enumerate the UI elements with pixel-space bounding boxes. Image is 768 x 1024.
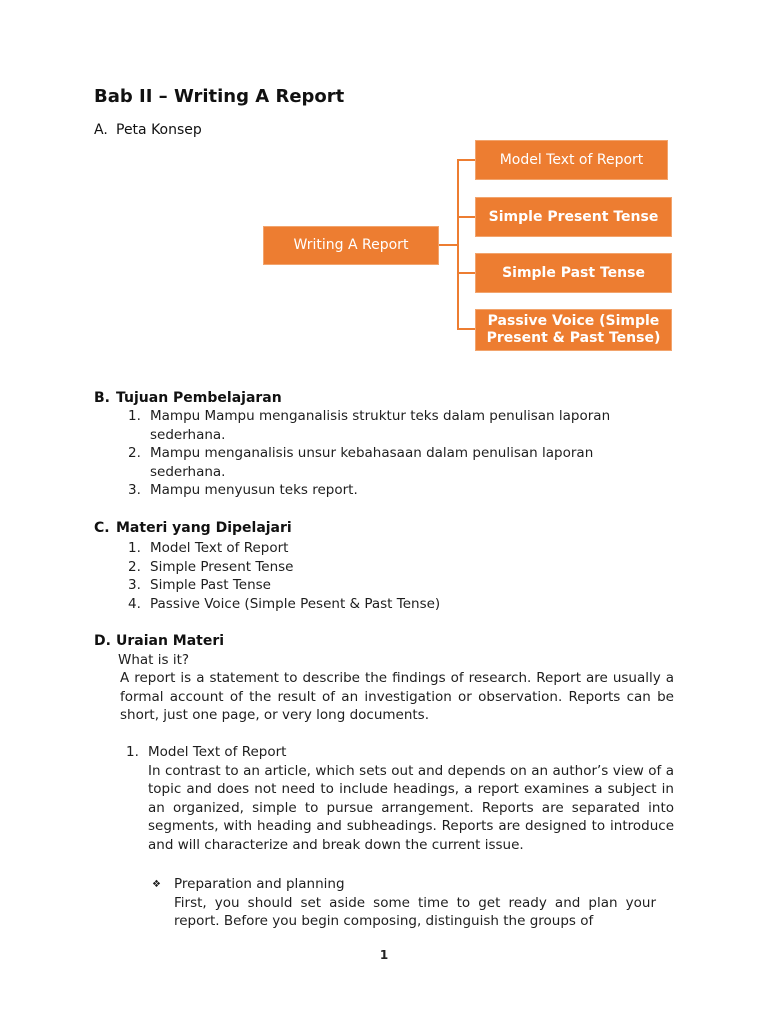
list-item: 4. Passive Voice (Simple Pesent & Past Tense) <box>128 595 441 612</box>
list-item: 2. Simple Present Tense <box>128 558 294 575</box>
section-b-heading: B. Tujuan Pembelajaran <box>94 390 282 406</box>
connector-root <box>439 244 458 246</box>
connector-trunk <box>457 159 459 330</box>
bullet-paragraph: First, you should set aside some time to get ready and plan your report. Before you begin composing, distinguish the groups of <box>174 894 656 930</box>
intro-paragraph: A report is a statement to describe the findings of research. Report are usually a formal account of the result of an investigation or observation. Reports can be short, just one page, or very long documents. <box>120 670 674 724</box>
subsection-1-paragraph: In contrast to an article, which sets out and depends on an author’s view of a topic and does not need to include headings, a report examines a subject in an organized, simple to pursue arrangement. Reports are separated into segments, with heading and subheadings. Reports are designed to introduce and will characterize and break down the current issue. <box>148 762 674 853</box>
section-d-heading: D. Uraian Materi <box>94 633 225 649</box>
subsection-1-heading: 1. Model Text of Report <box>126 744 287 760</box>
page-number: 1 <box>379 948 389 962</box>
bullet-preparation <box>152 875 656 931</box>
objectives-list <box>128 407 638 500</box>
question-text: What is it? <box>118 652 190 668</box>
section-c-heading: C. Materi yang Dipelajari <box>94 520 292 536</box>
page-title: Bab II – Writing A Report <box>94 86 345 107</box>
connector-4 <box>457 328 475 330</box>
section-a-heading: A. Peta Konsep <box>94 122 202 138</box>
list-item: 2. Mampu menganalisis unsur kebahasaan dalam penulisan laporan sederhana. <box>128 445 594 480</box>
connector-1 <box>457 159 475 161</box>
concept-child-2: Simple Present Tense <box>475 197 672 237</box>
list-item: 3. Mampu menyusun teks report. <box>128 482 358 499</box>
bullet-heading: ❖ Preparation and planning <box>152 875 656 894</box>
connector-3 <box>457 272 475 274</box>
list-item: 3. Simple Past Tense <box>128 577 271 594</box>
concept-child-3: Simple Past Tense <box>475 253 672 293</box>
concept-child-1: Model Text of Report <box>475 140 668 180</box>
connector-2 <box>457 216 475 218</box>
materials-list <box>128 539 638 613</box>
concept-root-box: Writing A Report <box>263 226 439 265</box>
subsection-1 <box>126 743 674 855</box>
concept-child-4: Passive Voice (Simple Present & Past Tense) <box>475 309 672 351</box>
list-item: 1. Model Text of Report <box>128 540 289 556</box>
diamond-bullet-icon: ❖ <box>152 879 161 890</box>
list-item: 1. Mampu Mampu menganalisis struktur teks dalam penulisan laporan sederhana. <box>128 408 611 443</box>
